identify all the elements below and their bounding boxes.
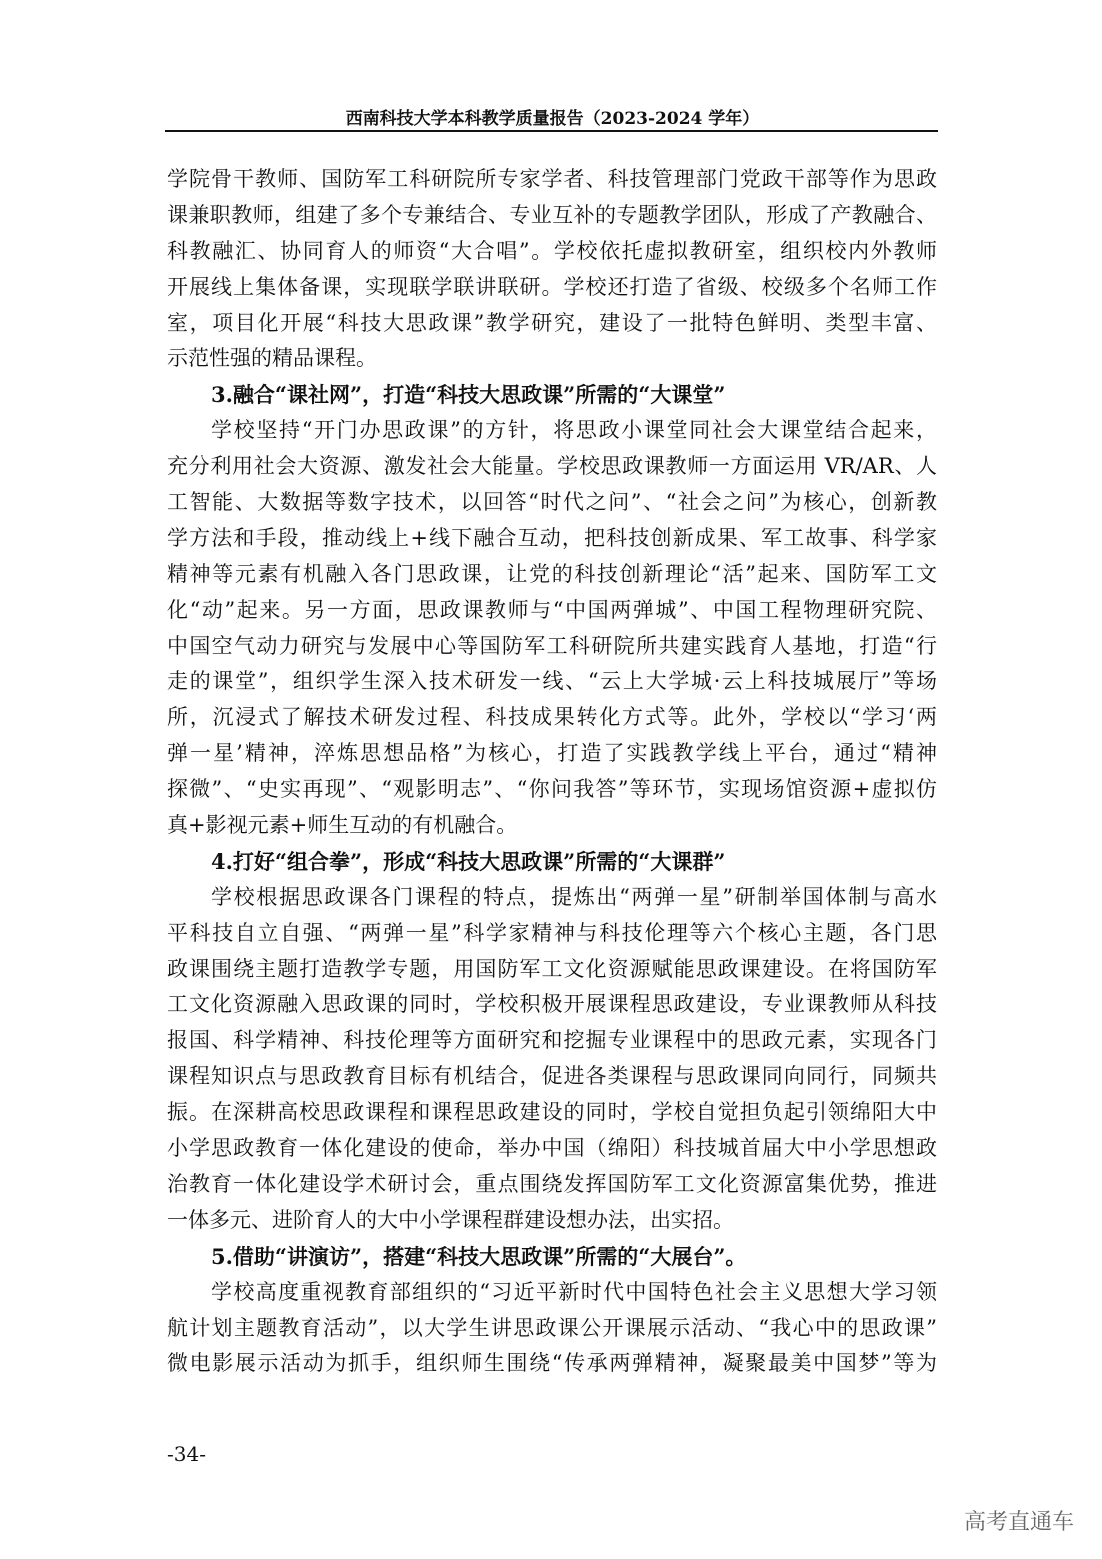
paragraph [167, 1275, 937, 1383]
text-line: 探微”、“史实再现”、“观影明志”、“你问我答”等环节，实现场馆资源+虚拟仿 [167, 777, 937, 802]
page-number: -34- [167, 1442, 206, 1466]
text-line: 一体多元、进阶育人的大中小学课程群建设想办法，出实招。 [167, 1207, 734, 1232]
text-line: 治教育一体化建设学术研讨会，重点围绕发挥国防军工文化资源富集优势，推进 [167, 1171, 937, 1196]
text-line: 微电影展示活动为抓手，组织师生围绕“传承两弹精神，凝聚最美中国梦”等为 [167, 1351, 937, 1376]
text-line: 中国空气动力研究与发展中心等国防军工科研院所共建实践育人基地，打造“行 [167, 633, 937, 658]
text-line: 学校高度重视教育部组织的“习近平新时代中国特色社会主义思想大学习领 [211, 1279, 937, 1304]
text-line: 报国、科学精神、科技伦理等方面研究和挖掘专业课程中的思政元素，实现各门 [167, 1028, 937, 1053]
text-line: 政课围绕主题打造教学专题，用国防军工文化资源赋能思政课建设。在将国防军 [167, 956, 937, 981]
text-line: 航计划主题教育活动”，以大学生讲思政课公开课展示活动、“我心中的思政课” [167, 1315, 937, 1340]
text-line: 学院骨干教师、国防军工科研院所专家学者、科技管理部门党政干部等作为思政 [167, 167, 937, 191]
text-line: 室，项目化开展“科技大思政课”教学研究，建设了一批特色鲜明、类型丰富、 [167, 310, 937, 335]
text-line: 走的课堂”，组织学生深入技术研发一线、“云上大学城·云上科技城展厅”等场 [167, 669, 937, 694]
text-line: 真+影视元素+师生互动的有机融合。 [167, 813, 518, 838]
text-line: 学方法和手段，推动线上+线下融合互动，把科技创新成果、军工故事、科学家 [167, 525, 937, 550]
text-line: 小学思政教育一体化建设的使命，举办中国（绵阳）科技城首届大中小学思想政 [167, 1136, 937, 1161]
document-body [167, 162, 937, 1382]
text-line: 课程知识点与思政教育目标有机结合，促进各类课程与思政课同向同行，同频共 [167, 1064, 937, 1089]
text-line: 学校坚持“开门办思政课”的方针，将思政小课堂同社会大课堂结合起来， [211, 418, 937, 443]
watermark: 高考直通车 [963, 1510, 1074, 1535]
text-line: 充分利用社会大资源、激发社会大能量。学校思政课教师一方面运用 VR/AR、人 [167, 454, 937, 479]
paragraph [167, 413, 937, 844]
text-line: 工智能、大数据等数字技术，以回答“时代之问”、“社会之问”为核心，创新教 [167, 490, 937, 515]
text-line: 科教融汇、协同育人的师资“大合唱”。学校依托虚拟教研室，组织校内外教师 [167, 238, 937, 263]
text-line: 工文化资源融入思政课的同时，学校积极开展课程思政建设，专业课教师从科技 [167, 992, 937, 1017]
text-line: 精神等元素有机融入各门思政课，让党的科技创新理论“活”起来、国防军工文 [167, 561, 937, 586]
running-header: 西南科技大学本科教学质量报告（2023-2024 学年） [345, 109, 760, 129]
text-line: 所，沉浸式了解技术研发过程、科技成果转化方式等。此外，学校以“学习‘两 [167, 705, 937, 730]
section-heading: 3.融合“课社网”，打造“科技大思政课”所需的“大课堂” [211, 382, 726, 408]
text-line: 弹一星’精神，淬炼思想品格”为核心，打造了实践教学线上平台，通过“精神 [167, 741, 937, 766]
section-heading: 4.打好“组合拳”，形成“科技大思政课”所需的“大课群” [211, 848, 726, 874]
text-line: 平科技自立自强、“两弹一星”科学家精神与科技伦理等六个核心主题，各门思 [167, 920, 937, 945]
section-heading: 5.借助“讲演访”，搭建“科技大思政课”所需的“大展台”。 [211, 1243, 747, 1269]
paragraph [167, 880, 937, 1239]
text-line: 振。在深耕高校思政课程和课程思政建设的同时，学校自觉担负起引领绵阳大中 [167, 1100, 937, 1125]
text-line: 开展线上集体备课，实现联学联讲联研。学校还打造了省级、校级多个名师工作 [167, 274, 937, 299]
paragraph [167, 162, 937, 377]
header-rule [165, 130, 938, 132]
text-line: 课兼职教师，组建了多个专兼结合、专业互补的专题教学团队，形成了产教融合、 [167, 202, 937, 227]
text-line: 示范性强的精品课程。 [167, 346, 377, 371]
text-line: 化“动”起来。另一方面，思政课教师与“中国两弹城”、中国工程物理研究院、 [167, 597, 937, 622]
text-line: 学校根据思政课各门课程的特点，提炼出“两弹一星”研制举国体制与高水 [211, 884, 937, 909]
